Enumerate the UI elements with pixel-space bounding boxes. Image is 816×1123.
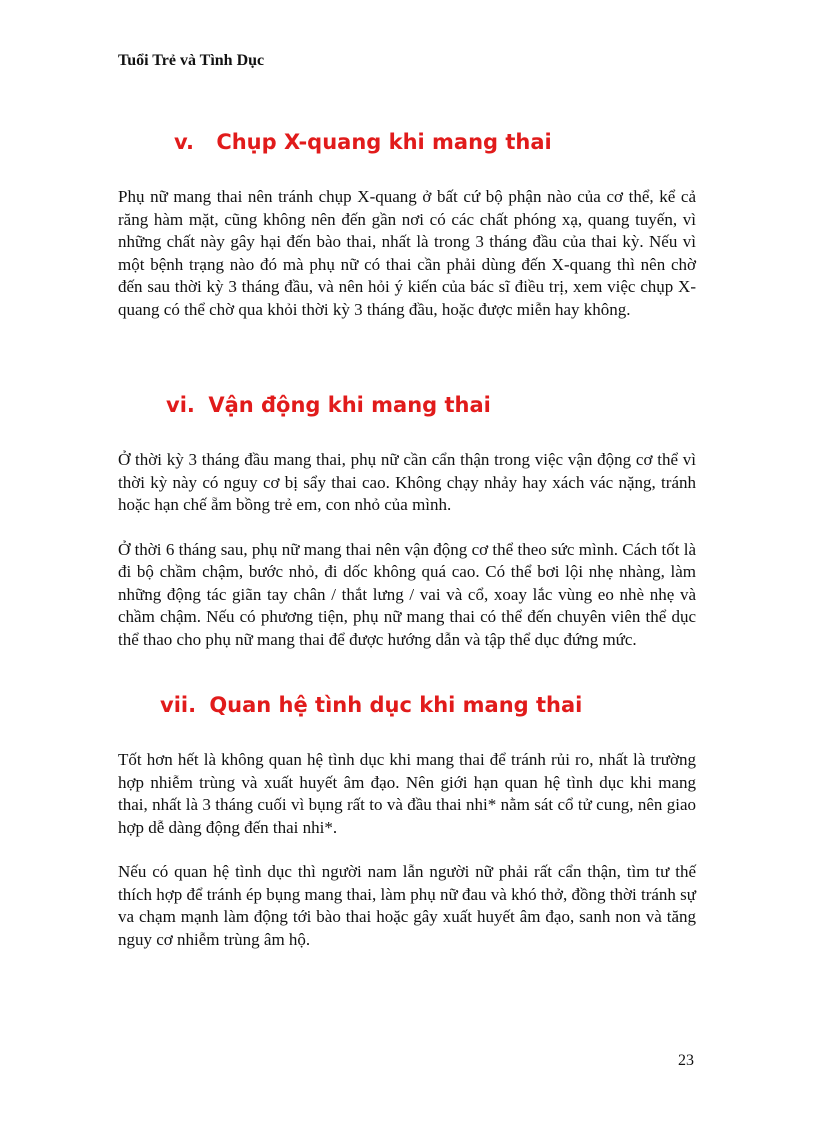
section-number: vii. [160,693,197,717]
page-number: 23 [678,1052,694,1069]
section-heading-v [174,128,696,156]
section-title: Quan hệ tình dục khi mang thai [209,693,583,717]
paragraph: Phụ nữ mang thai nên tránh chụp X-quang ở bất cứ bộ phận nào của cơ thể, kể cả răng hàm mặt, cũng không nên đến gần nơi có các chất phóng xạ, quang tuyến, vì những chất này gây hại đến bào thai, nhất là trong 3 tháng đầu của thai kỳ. Nếu vì một bệnh trạng nào đó mà phụ nữ có thai cần phải dùng đến X-quang thì nên chờ đến sau thời kỳ 3 tháng đầu, và nên hỏi ý kiến của bác sĩ điều trị, xem việc chụp X-quang có thể chờ qua khỏi thời kỳ 3 tháng đầu, hoặc được miễn hay không. [118,187,696,319]
paragraph: Ở thời 6 tháng sau, phụ nữ mang thai nên vận động cơ thể theo sức mình. Cách tốt là đi bộ chầm chậm, bước nhỏ, đi dốc không quá cao. Có thể bơi lội nhẹ nhàng, làm những động tác giãn tay chân / thắt lưng / vai và cổ, xoay lắc vùng eo nhè nhẹ và chầm chậm. Nếu có phương tiện, phụ nữ mang thai có thể đến chuyên viên thể dục thể thao cho phụ nữ mang thai để được hướng dẫn và tập thể dục đứng mức. [118,539,696,649]
paragraph: Ở thời kỳ 3 tháng đầu mang thai, phụ nữ cần cẩn thận trong việc vận động cơ thể vì thời kỳ này có nguy cơ bị sẩy thai cao. Không chạy nhảy hay xách vác nặng, tránh hoặc hạn chế ẵm bồng trẻ em, con nhỏ của mình. [118,450,696,514]
section-heading-vi [166,391,696,419]
section-title: Vận động khi mang thai [208,393,491,417]
page-content [118,128,696,951]
section-number: vi. [166,393,195,417]
section-heading-vii [160,691,696,719]
section-title: Chụp X-quang khi mang thai [216,130,552,154]
paragraph: Tốt hơn hết là không quan hệ tình dục khi mang thai để tránh rủi ro, nhất là trường hợp nhiễm trùng và xuất huyết âm đạo. Nên giới hạn quan hệ tình dục khi mang thai, nhất là 3 tháng cuối vì bụng rất to và đầu thai nhi* nằm sát cổ tử cung, nên giao hợp dễ dàng động đến thai nhi*. [118,750,696,837]
running-header: Tuổi Trẻ và Tình Dục [118,52,265,69]
section-number: v. [174,130,194,154]
paragraph: Nếu có quan hệ tình dục thì người nam lẫn người nữ phải rất cẩn thận, tìm tư thế thích hợp để tránh ép bụng mang thai, làm phụ nữ đau và khó thở, đồng thời tránh sự va chạm mạnh làm động tới bào thai hoặc gây xuất huyết âm đạo, sanh non và tăng nguy cơ nhiễm trùng âm hộ. [118,862,696,949]
